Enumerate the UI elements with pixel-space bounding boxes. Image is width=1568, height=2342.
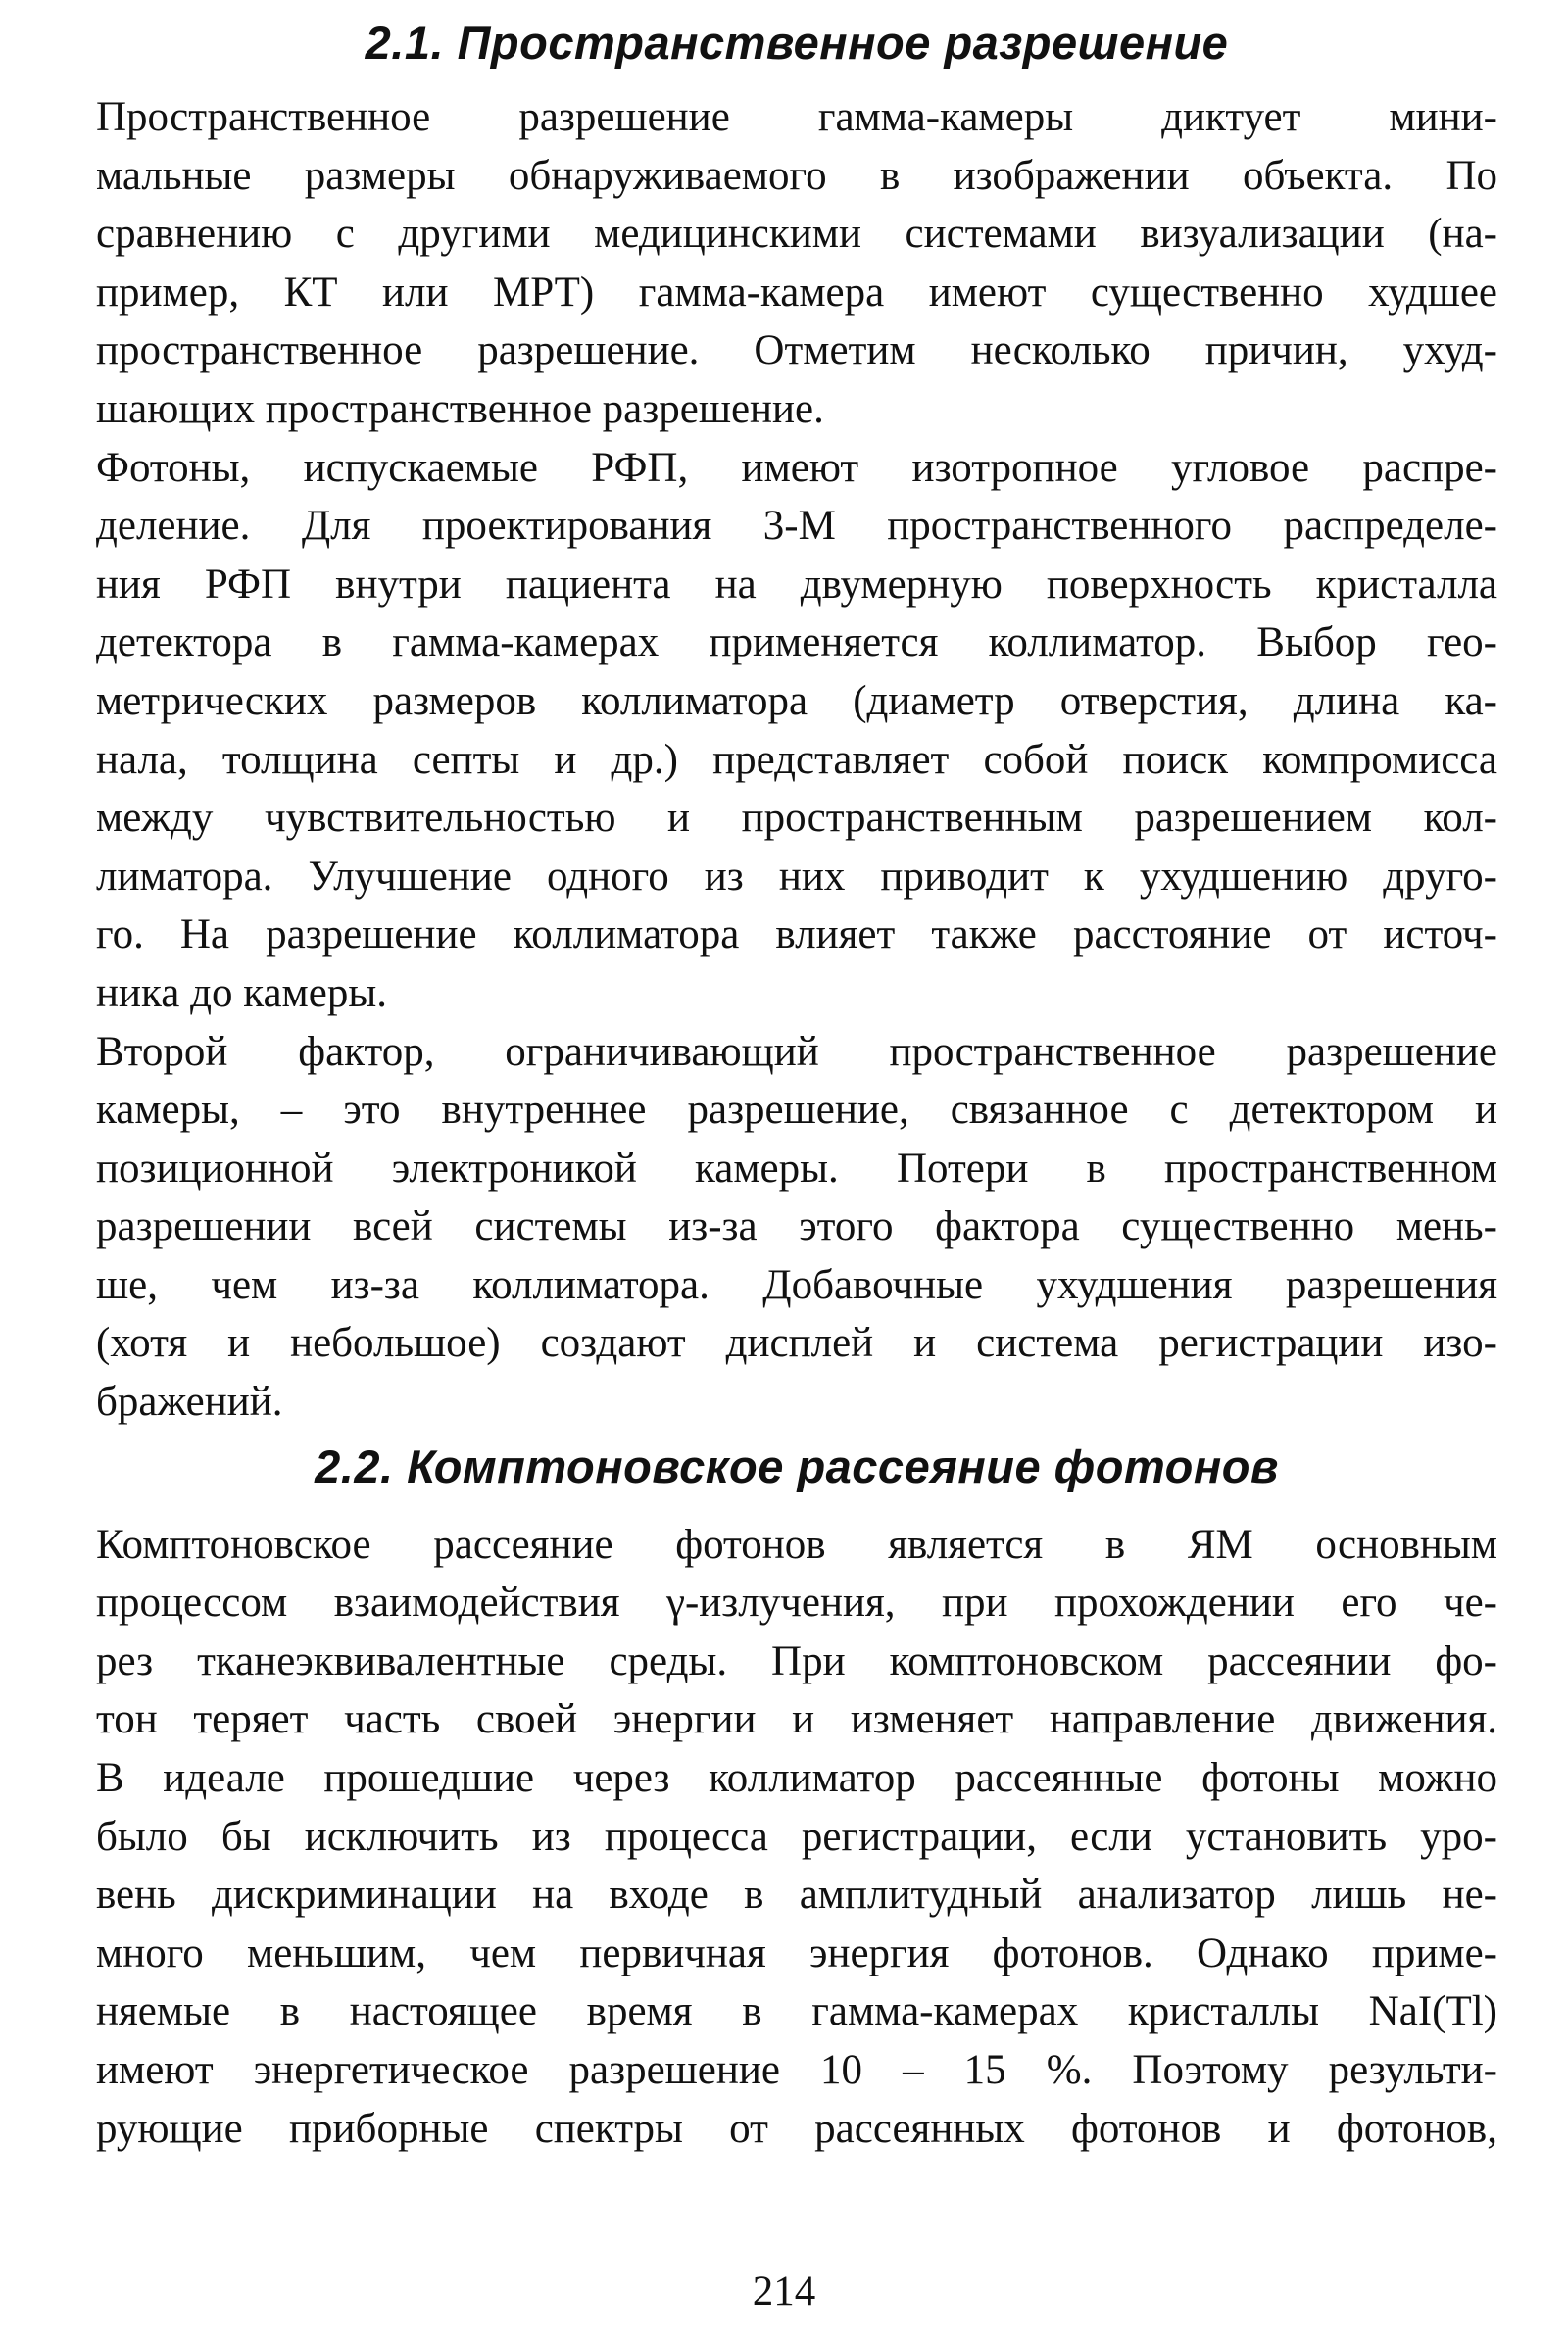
text-line: го. На разрешение коллиматора влияет также расстояние от источ- (96, 911, 1497, 958)
text-line: шающих пространственное разрешение. (96, 385, 824, 432)
text-line: позиционной электроникой камеры. Потери в пространственном (96, 1145, 1497, 1192)
text-line: (хотя и небольшое) создают дисплей и система регистрации изо- (96, 1320, 1497, 1367)
paragraph-3 (96, 1023, 1497, 1432)
text-line: ника до камеры. (96, 969, 387, 1016)
text-line: разрешении всей системы из-за этого фактора существенно мень- (96, 1203, 1497, 1250)
text-line: Фотоны, испускаемые РФП, имеют изотропное угловое распре- (96, 444, 1497, 491)
text-line: ния РФП внутри пациента на двумерную поверхность кристалла (96, 561, 1497, 608)
text-line: рующие приборные спектры от рассеянных фотонов и фотонов, (96, 2105, 1497, 2152)
section-2-2-body (96, 1516, 1497, 2159)
text-line: процессом взаимодействия γ-излучения, при прохождении его че- (96, 1580, 1497, 1627)
text-line: детектора в гамма-камерах применяется коллиматор. Выбор гео- (96, 619, 1497, 666)
page-content (96, 14, 1497, 2158)
paragraph-4 (96, 1516, 1497, 2159)
text-line: пространственное разрешение. Отметим несколько причин, ухуд- (96, 327, 1497, 374)
text-line: рез тканеэквивалентные среды. При комптоновском рассеянии фо- (96, 1637, 1497, 1684)
text-line: ше, чем из-за коллиматора. Добавочные ухудшения разрешения (96, 1261, 1497, 1308)
paragraph-1 (96, 88, 1497, 439)
text-line: пример, КТ или МРТ) гамма-камера имеют существенно худшее (96, 268, 1497, 316)
text-line: было бы исключить из процесса регистрации, если установить уро- (96, 1813, 1497, 1860)
page-number: 214 (752, 2269, 816, 2315)
section-2-1-body (96, 88, 1497, 1432)
text-line: нала, толщина септы и др.) представляет собой поиск компромисса (96, 736, 1497, 783)
text-line: вень дискриминации на входе в амплитудный анализатор лишь не- (96, 1872, 1497, 1919)
text-line: Пространственное разрешение гамма-камеры диктует мини- (96, 94, 1497, 140)
text-line: бражений. (96, 1379, 283, 1426)
text-line: мальные размеры обнаруживаемого в изображении объекта. По (96, 152, 1497, 199)
text-line: камеры, – это внутреннее разрешение, связанное с детектором и (96, 1087, 1497, 1134)
text-line: между чувствительностью и пространственным разрешением кол- (96, 795, 1497, 842)
paragraph-2 (96, 439, 1497, 1023)
text-line: много меньшим, чем первичная энергия фотонов. Однако приме- (96, 1929, 1497, 1976)
section-heading-2-1: 2.1. Пространственное разрешение (365, 17, 1229, 69)
text-line: В идеале прошедшие через коллиматор рассеянные фотоны можно (96, 1755, 1497, 1802)
text-line: лиматора. Улучшение одного из них приводит к ухудшению друго- (96, 853, 1497, 900)
text-line: Комптоновское рассеяние фотонов является в ЯМ основным (96, 1521, 1497, 1568)
text-line: няемые в настоящее время в гамма-камерах кристаллы NaI(Tl) (96, 1988, 1497, 2035)
section-heading-2-2: 2.2. Комптоновское рассеяние фотонов (315, 1439, 1279, 1492)
text-line: тон теряет часть своей энергии и изменяет направление движения. (96, 1696, 1497, 1743)
text-line: сравнению с другими медицинскими системами визуализации (на- (96, 211, 1497, 258)
text-line: имеют энергетическое разрешение 10 – 15 %. Поэтому результи- (96, 2047, 1497, 2093)
text-line: деление. Для проектирования 3-М пространственного распределе- (96, 503, 1497, 550)
text-line: метрических размеров коллиматора (диаметр отверстия, длина ка- (96, 677, 1497, 724)
text-line: Второй фактор, ограничивающий пространственное разрешение (96, 1028, 1497, 1075)
